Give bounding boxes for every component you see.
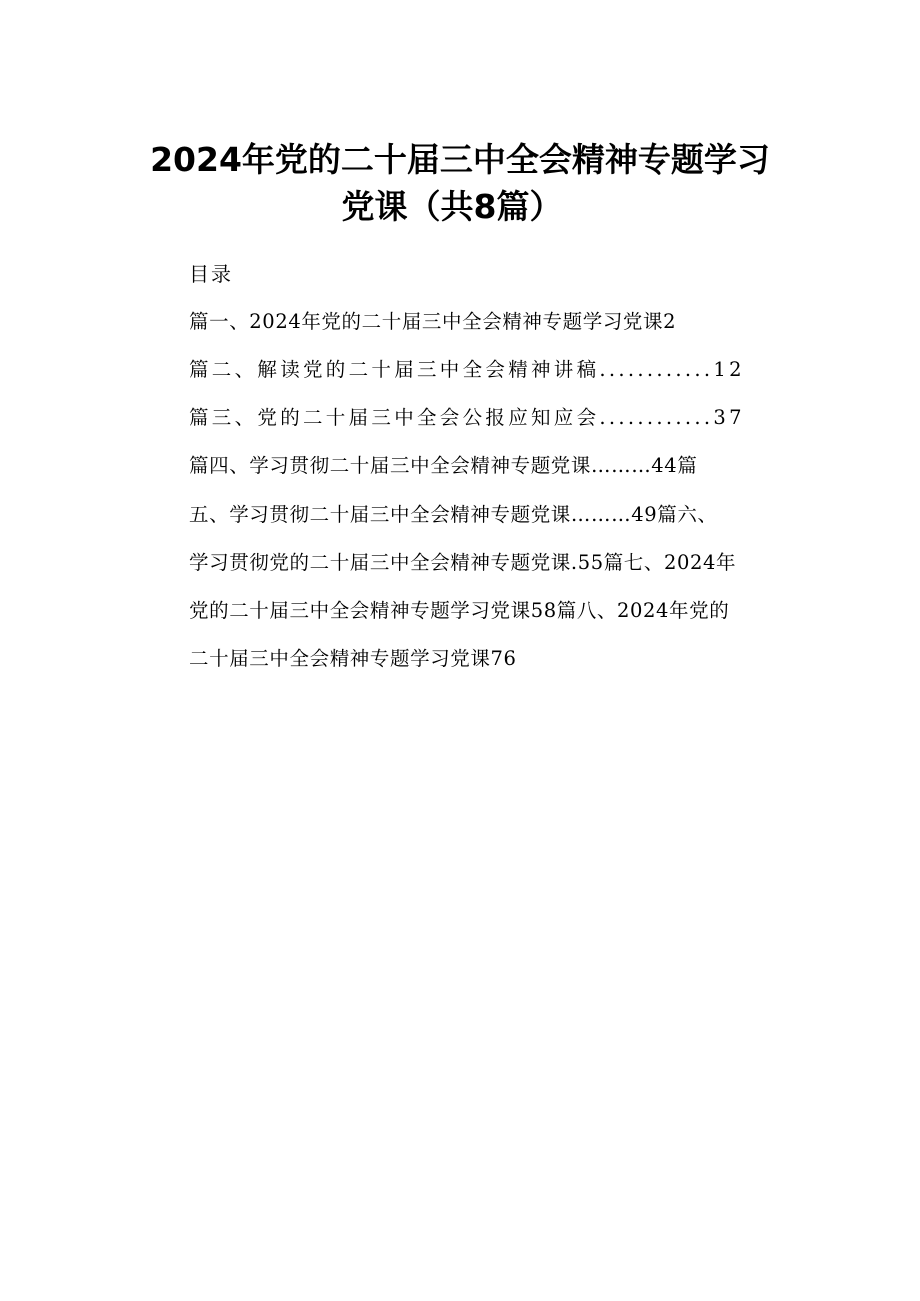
- document-title-line-2: 党课（共8篇）: [341, 187, 563, 226]
- toc-line: 篇三、党的二十届三中全会公报应知应会............37: [189, 406, 745, 429]
- toc-line: 党的二十届三中全会精神专题学习党课58篇八、2024年党的: [189, 599, 730, 622]
- document-title-line-1: 2024年党的二十届三中全会精神专题学习: [150, 140, 770, 179]
- toc-line: 篇二、解读党的二十届三中全会精神讲稿............12: [189, 358, 745, 381]
- toc-line: 二十届三中全会精神专题学习党课76: [189, 647, 517, 670]
- toc-line: 五、学习贯彻二十届三中全会精神专题党课………49篇六、: [189, 503, 718, 526]
- toc-heading: 目录: [189, 262, 233, 286]
- toc-line: 学习贯彻党的二十届三中全会精神专题党课.55篇七、2024年: [189, 551, 737, 574]
- toc-line: 篇四、学习贯彻二十届三中全会精神专题党课………44篇: [189, 454, 698, 477]
- toc-line: 篇一、2024年党的二十届三中全会精神专题学习党课2: [189, 310, 677, 333]
